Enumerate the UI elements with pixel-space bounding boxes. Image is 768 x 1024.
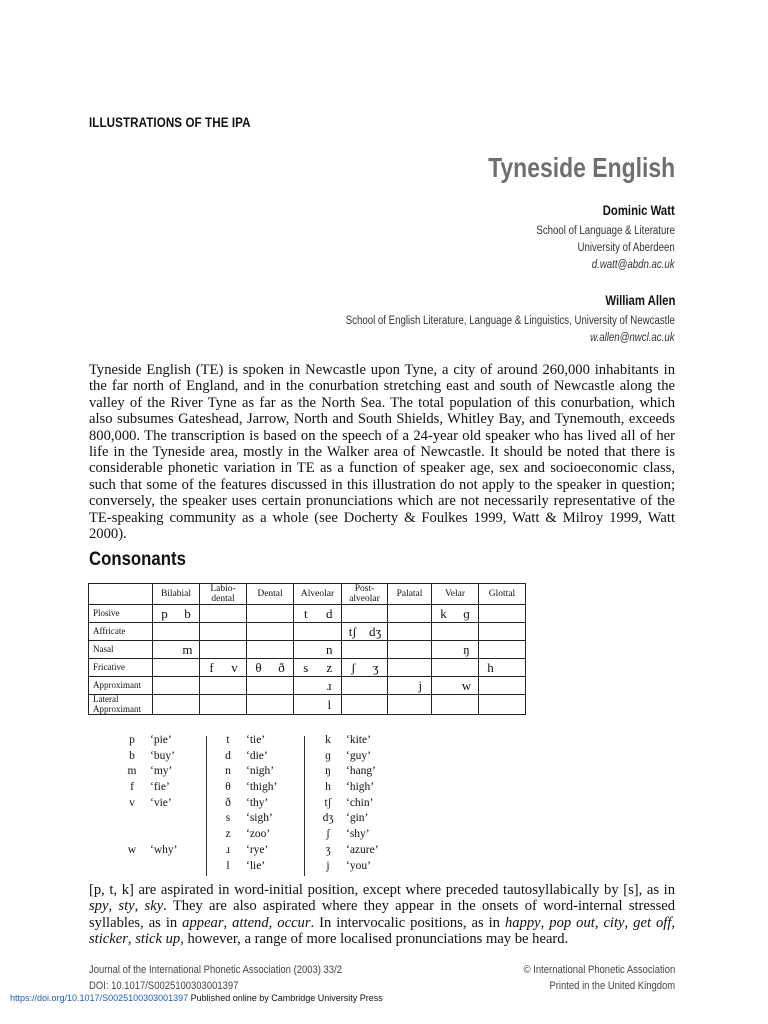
word-example (216, 734, 277, 750)
copyright-notice: © International Phonetic Association (523, 964, 675, 976)
word-symbol: tʃ (324, 796, 332, 809)
ipa-symbol: w (461, 677, 472, 693)
word-gloss: ‘gin’ (346, 812, 369, 825)
chart-cell (153, 605, 200, 623)
ipa-symbol (509, 660, 519, 676)
word-symbol: n (225, 765, 231, 778)
chart-cell (432, 659, 479, 677)
journal-citation: Journal of the International Phonetic Association (2003) 33/2 (89, 964, 342, 976)
word-symbol: t (226, 734, 230, 746)
chart-cell (247, 695, 294, 715)
column-header: Bilabial (153, 584, 200, 605)
word-gloss: ‘azure’ (346, 843, 379, 856)
chart-cell (294, 695, 342, 715)
word-column-3 (316, 734, 379, 875)
word-symbol: z (225, 828, 231, 841)
ipa-symbol: ɹ (327, 677, 332, 693)
word-symbol: f (130, 781, 134, 794)
chart-cell (388, 659, 432, 677)
chart-cell (432, 605, 479, 623)
row-label: Fricative (89, 659, 153, 677)
word-example (120, 844, 177, 860)
chart-cell (388, 641, 432, 659)
word-example (316, 765, 379, 781)
row-label: Plosive (89, 605, 153, 623)
column-divider (206, 736, 207, 876)
word-example (316, 781, 379, 797)
word-symbol: ɡ (325, 749, 331, 762)
word-symbol: w (127, 843, 137, 856)
chart-row (89, 677, 526, 695)
ipa-symbol: h (487, 659, 494, 675)
word-example (120, 860, 177, 876)
word-example (316, 860, 379, 876)
word-example (120, 765, 177, 781)
aspiration-paragraph: [p, t, k] are aspirated in word-initial position, except where preceded tautosyllabically by [s], as in spy, sty, sky. They are also aspirated where they appear in the onsets of word-internal stressed syllables, as in appear, attend, occur. In intervocalic positions, as in happy, pop out, city, get off, sticker, stick up, however, a range of more localised pronunciations may be heard. (89, 882, 676, 948)
word-column-1 (120, 734, 177, 875)
row-label: Affricate (89, 623, 153, 641)
chart-cell (388, 677, 432, 695)
chart-cell (479, 641, 526, 659)
chart-cell (479, 623, 526, 641)
chart-cell (432, 623, 479, 641)
column-header: Alveolar (294, 584, 342, 605)
chart-cell (247, 677, 294, 695)
word-gloss: ‘buy’ (150, 749, 175, 762)
chart-cell (200, 641, 247, 659)
ipa-symbol: b (184, 605, 191, 621)
chart-cell (153, 659, 200, 677)
word-symbol: k (325, 734, 331, 746)
ipa-symbol: ʃ (351, 659, 356, 675)
word-gloss: ‘you’ (346, 859, 371, 872)
chart-cell (342, 605, 388, 623)
chart-row (89, 695, 526, 715)
word-gloss: ‘thigh’ (246, 781, 278, 794)
chart-row (89, 623, 526, 641)
chart-cell (294, 641, 342, 659)
word-gloss: ‘guy’ (346, 749, 371, 762)
intro-paragraph: Tyneside English (TE) is spoken in Newcastle upon Tyne, a city of around 260,000 inhabitants in the far north of England, and in the conurbation stretching east and south of Newcastle along the valley of the River Tyne as far as the North Sea. The total population of this conurbation, which also subsumes Gateshead, Jarrow, North and South Shields, Whitley Bay, and Tynemouth, exceeds 800,000. The transcription is based on the speech of a 24-year old speaker who has lived all of her life in the Tyneside area, mostly in the Walker area of Newcastle. It should be noted that there is considerable phonetic variation in TE as a function of speaker age, sex and socioeconomic class, such that some of the features discussed in this illustration do not apply to the speaker in question; conversely, the speaker uses certain pronunciations which are not necessarily representative of the TE-speaking community as a whole (see Docherty & Foulkes 1999, Watt & Milroy 1999, Watt 2000). (89, 362, 675, 543)
ipa-symbol: p (161, 605, 168, 621)
chart-cell (200, 623, 247, 641)
word-symbol: l (226, 859, 230, 872)
column-header: Post-alveolar (342, 584, 388, 605)
word-symbol: ŋ (325, 765, 331, 778)
word-example (316, 750, 379, 766)
word-example (316, 734, 379, 750)
chart-cell (432, 695, 479, 715)
ipa-symbol: j (418, 677, 423, 693)
word-symbol: v (129, 796, 135, 809)
chart-cell (342, 623, 388, 641)
chart-cell (153, 623, 200, 641)
column-header: Velar (432, 584, 479, 605)
chart-cell (294, 623, 342, 641)
chart-cell (153, 641, 200, 659)
word-gloss: ‘zoo’ (246, 828, 271, 841)
word-example (216, 765, 277, 781)
chart-row (89, 641, 526, 659)
word-symbol: ʃ (326, 828, 330, 841)
word-gloss: ‘hang’ (346, 765, 377, 778)
ipa-symbol: z (326, 659, 333, 675)
word-symbol: h (325, 781, 331, 794)
chart-row (89, 605, 526, 623)
word-example (216, 781, 277, 797)
word-example (120, 812, 177, 828)
word-gloss: ‘vie’ (150, 796, 172, 809)
ipa-symbol: ɡ (463, 605, 470, 621)
author-name-2: William Allen (604, 293, 675, 308)
ipa-symbol (439, 678, 449, 694)
word-example (316, 812, 379, 828)
word-example (216, 812, 277, 828)
author-name-1: Dominic Watt (602, 203, 675, 218)
ipa-symbol (301, 642, 311, 658)
word-symbol: ð (225, 796, 231, 809)
word-example (120, 734, 177, 750)
chart-corner (89, 584, 153, 605)
word-symbol: p (129, 734, 135, 746)
word-symbol: s (225, 812, 231, 825)
chart-cell (153, 677, 200, 695)
chart-cell (342, 677, 388, 695)
word-gloss: ‘tie’ (246, 734, 266, 746)
word-example (120, 781, 177, 797)
word-example (120, 828, 177, 844)
word-column-2 (216, 734, 277, 875)
ipa-symbol: f (209, 659, 214, 675)
series-label: ILLUSTRATIONS OF THE IPA (89, 115, 251, 130)
doi-line: DOI: 10.1017/S0025100303001397 (89, 980, 239, 992)
author-email-2[interactable]: w.allen@nwcl.ac.uk (590, 332, 675, 344)
word-example (316, 844, 379, 860)
chart-cell (342, 695, 388, 715)
word-gloss: ‘lie’ (246, 859, 266, 872)
chart-cell (388, 695, 432, 715)
chart-cell (153, 695, 200, 715)
chart-cell (342, 641, 388, 659)
word-gloss: ‘nigh’ (246, 765, 275, 778)
word-gloss: ‘high’ (346, 781, 375, 794)
word-gloss: ‘rye’ (246, 843, 269, 856)
chart-cell (200, 695, 247, 715)
author-affiliation-1b: University of Aberdeen (577, 242, 675, 254)
column-divider (304, 736, 305, 876)
word-example (120, 797, 177, 813)
word-example (216, 860, 277, 876)
doi-link[interactable]: https://doi.org/10.1017/S0025100303001397 (10, 993, 189, 1003)
ipa-symbol: s (303, 659, 309, 675)
author-email-1[interactable]: d.watt@abdn.ac.uk (592, 259, 675, 271)
chart-cell (294, 659, 342, 677)
chart-cell (294, 605, 342, 623)
chart-cell (479, 695, 526, 715)
ipa-symbol: n (326, 641, 333, 657)
chart-cell (342, 659, 388, 677)
word-example (120, 750, 177, 766)
column-header: Glottal (479, 584, 526, 605)
word-gloss: ‘why’ (150, 843, 178, 856)
word-gloss: ‘fie’ (150, 781, 170, 794)
ipa-symbol (159, 642, 169, 658)
column-header: Labio-dental (200, 584, 247, 605)
chart-cell (200, 605, 247, 623)
chart-cell (294, 677, 342, 695)
ipa-symbol (301, 697, 311, 713)
row-label: Nasal (89, 641, 153, 659)
consonant-chart (88, 583, 526, 715)
word-gloss: ‘my’ (150, 765, 173, 778)
word-symbol: θ (225, 781, 231, 794)
chart-cell (432, 677, 479, 695)
word-symbol: d (225, 749, 231, 762)
word-symbol: b (129, 749, 135, 762)
chart-cell (388, 623, 432, 641)
word-symbol: j (326, 859, 330, 872)
column-header: Palatal (388, 584, 432, 605)
chart-cell (479, 605, 526, 623)
ipa-symbol: ʒ (372, 659, 379, 675)
ipa-symbol: k (440, 605, 447, 621)
row-label: Approximant (89, 677, 153, 695)
word-example (316, 797, 379, 813)
author-affiliation-1a: School of Language & Literature (536, 225, 675, 237)
chart-row (89, 659, 526, 677)
word-example (216, 797, 277, 813)
word-gloss: ‘die’ (246, 749, 268, 762)
word-gloss: ‘chin’ (346, 796, 374, 809)
chart-cell (479, 659, 526, 677)
ipa-symbol: m (182, 641, 193, 657)
word-example (216, 828, 277, 844)
ipa-symbol: d (326, 605, 333, 621)
word-symbol: m (127, 765, 137, 778)
chart-cell (479, 677, 526, 695)
ipa-symbol (394, 678, 404, 694)
chart-cell (200, 659, 247, 677)
row-label: Lateral Approximant (89, 695, 153, 715)
word-gloss: ‘kite’ (346, 734, 371, 746)
word-symbol: ɹ (226, 843, 230, 856)
article-title: Tyneside English (487, 152, 675, 183)
chart-cell (388, 605, 432, 623)
author-affiliation-2: School of English Literature, Language & Linguistics, University of Newcastle (345, 315, 675, 327)
word-symbol: dʒ (322, 812, 334, 825)
word-symbol: ʒ (325, 843, 331, 856)
chart-cell (432, 641, 479, 659)
ipa-symbol: dʒ (369, 623, 382, 639)
ipa-symbol (439, 642, 449, 658)
chart-cell (247, 623, 294, 641)
ipa-symbol: t (303, 605, 308, 621)
word-example (216, 750, 277, 766)
chart-cell (247, 605, 294, 623)
ipa-symbol: l (327, 696, 332, 712)
section-heading: Consonants (89, 548, 186, 570)
word-gloss: ‘pie’ (150, 734, 172, 746)
word-example (216, 844, 277, 860)
chart-header-row (89, 584, 526, 605)
chart-cell (200, 677, 247, 695)
word-gloss: ‘sigh’ (246, 812, 273, 825)
ipa-symbol: tʃ (348, 623, 357, 639)
column-header: Dental (247, 584, 294, 605)
chart-cell (247, 659, 294, 677)
ipa-symbol: ð (278, 659, 285, 675)
published-notice: Published online by Cambridge University Press (190, 993, 383, 1003)
printed-notice: Printed in the United Kingdom (549, 980, 675, 992)
doi-footer (10, 993, 383, 1003)
ipa-symbol: ŋ (463, 641, 470, 657)
ipa-symbol (301, 678, 311, 694)
word-gloss: ‘shy’ (346, 828, 370, 841)
ipa-symbol: θ (255, 659, 262, 675)
word-gloss: ‘thy’ (246, 796, 269, 809)
ipa-symbol: v (231, 659, 238, 675)
word-example (316, 828, 379, 844)
chart-cell (247, 641, 294, 659)
